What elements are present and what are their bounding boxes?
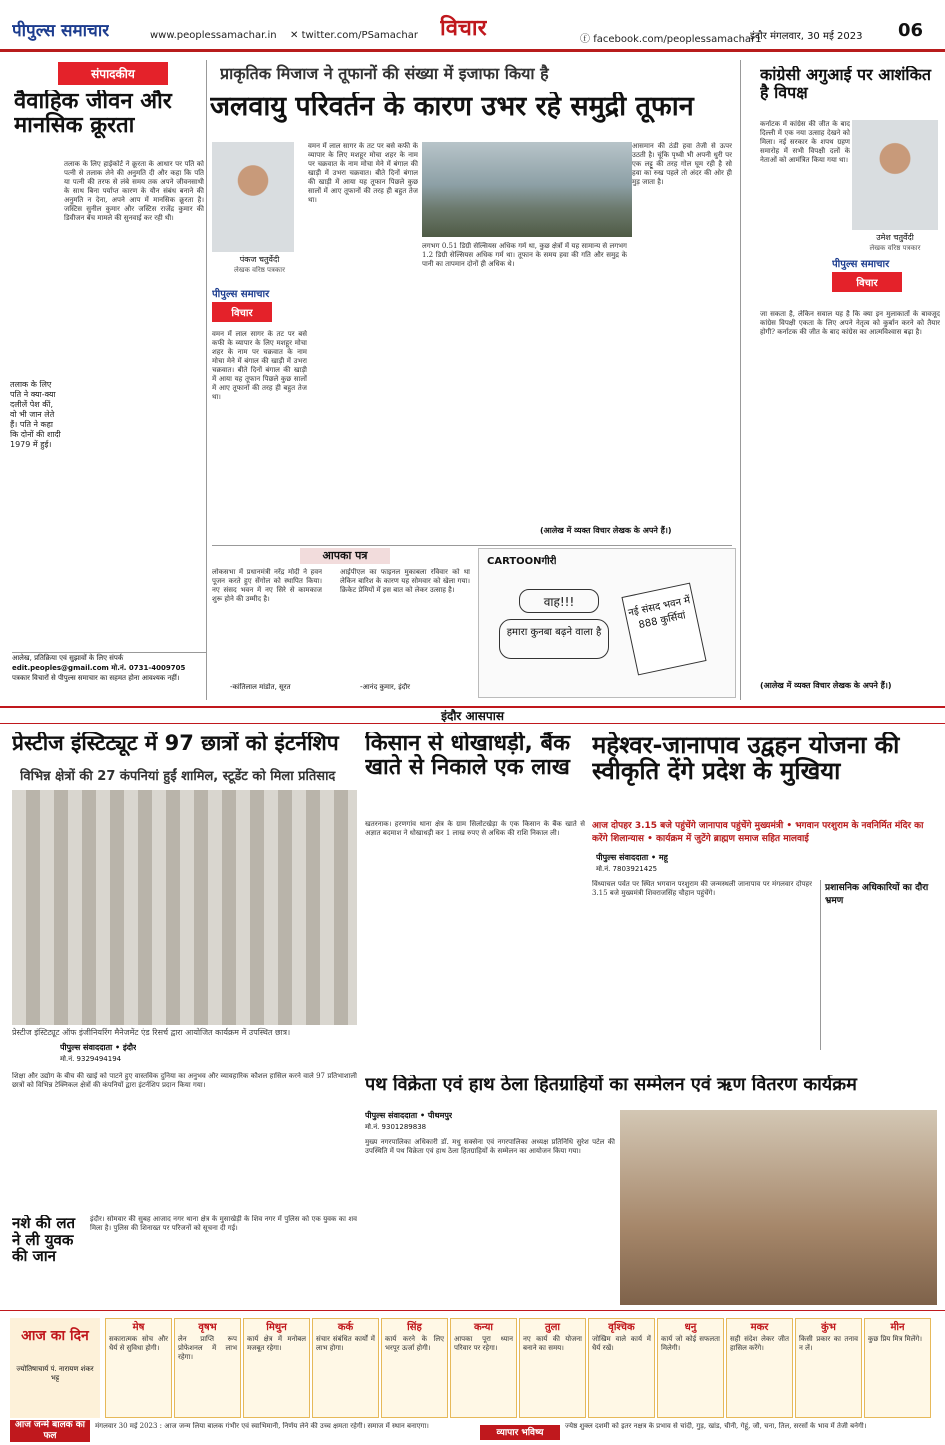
sign-text: आपका पूरा ध्यान परिवार पर रहेगा। <box>454 1335 513 1352</box>
facebook-handle: facebook.com/peoplessamachar1 <box>593 34 762 45</box>
sign-text: लेन प्राप्ति रूप प्रोफेशनल में लाभ रहेगा। <box>178 1335 237 1361</box>
divider <box>206 60 207 700</box>
brief-headline: नशे की लत ने ली युवक की जान <box>12 1215 76 1265</box>
sign-text: नए कार्य की योजना बनाने का समय। <box>523 1335 582 1352</box>
sign-text: किसी प्रकार का तनाव न लें। <box>799 1335 858 1352</box>
twitter-icon: ✕ <box>290 30 302 41</box>
story1-subhead: विभिन्न क्षेत्रों की 27 कंपनियां हुईं शामिल, स्टूडेंट को मिला प्रतिसाद <box>20 769 336 784</box>
author-name: पंकज चतुर्वेदी <box>239 255 280 264</box>
sidebar-footnote: (आलेख में व्यक्त विचार लेखक के अपने हैं।) <box>760 681 892 690</box>
editorial-headline: वैवाहिक जीवन और मानसिक क्रूरता <box>14 90 172 139</box>
story3-byline-city: महू <box>658 853 668 862</box>
story1-body: शिक्षा और उद्योग के बीच की खाई को पाटने हुए वास्तविक दुनिया का अनुभव और व्यावहारिक कौशल हासिल करने वाले 97 प्रतिभाशाली छात्रों को विभिन्न टेक्निकल क्षेत्रों की कंपनियों द्वारा इंटर्नशिप प्रदान किया गया। <box>12 1072 357 1089</box>
story1-byline-city: इंदौर <box>122 1043 137 1052</box>
cyclone-photo <box>422 142 632 237</box>
sidebar-column-tag: विचार <box>832 272 902 292</box>
editorial-label: संपादकीय <box>58 62 168 85</box>
lead-body-col3: लगभग 0.51 डिग्री सेल्सियस अधिक गर्म था, कुछ क्षेत्रों में यह सामान्य से लगभग 1.2 डिग्री सेल्सियस अधिक गर्म था। तूफान के समय हवा की गति और समुद्र के पानी का तापमान दोनों ही अधिक थे। <box>422 242 627 268</box>
story1-byline-name: पीपुल्स संवाददाता <box>60 1043 113 1052</box>
sign-cell <box>243 1318 310 1418</box>
sign-name: मिथुन <box>266 1322 287 1333</box>
story1-mobile: मो.नं. 9329494194 <box>60 1055 122 1063</box>
sign-cell <box>312 1318 379 1418</box>
sign-text: जोखिम वाले कार्य में धैर्य रखें। <box>592 1335 651 1352</box>
sign-cell <box>381 1318 448 1418</box>
sign-name: मीन <box>890 1322 905 1333</box>
story1-caption: प्रेस्टीज इंस्टिट्यूट ऑफ इंजीनियरिंग मैनेजमेंट एंड रिसर्च द्वारा आयोजित कार्यक्रम में उपस्थित छात्र। <box>12 1028 291 1037</box>
lead-footnote: (आलेख में व्यक्त विचार लेखक के अपने हैं।) <box>540 526 672 535</box>
horoscope-signs <box>105 1318 940 1418</box>
lead-body-col2: वमन में लाल सागर के तट पर बसे कफी के व्यापार के लिए मशहूर मोचा शहर के नाम पर चक्रवात के नाम मोचा मेने में बंगाल की खाड़ी में उभरा चक्रवात। बीते दिनों बंगाल की खाड़ी में आया यह तूफान पिछले कुछ सालों में आए तूफानों की तरह ही बहुत तेज था। <box>308 142 418 204</box>
sidebar-body-2: जा सकता है, लेकिन सवाल यह है कि क्या इन मुलाकातों के बावजूद कांग्रेस विपक्षी एकता के लिए अपने नेतृत्व को कुर्बान करने को तैयार होगी? कर्नाटक की जीत के बाद कांग्रेस का आत्मविश्वास बढ़ा है। <box>760 310 940 336</box>
feedback-contact: edit.peoples@gmail.com मो.नं. 0731-4009705 <box>12 664 186 672</box>
story4-body: मुख्य नगरपालिका अधिकारी डॉ. मधु सक्सेना एवं नगरपालिका अध्यक्ष प्रतिनिधि सुरेश पटेल की उपस्थिति में पथ विक्रेता एवं हाथ ठेला हितग्राहियों के सम्मेलन का आयोजन किया गया। <box>365 1138 615 1155</box>
sign-cell <box>864 1318 931 1418</box>
sign-name: कन्या <box>473 1322 494 1333</box>
sign-text: कार्य जो कोई सफलता मिलेगी। <box>661 1335 720 1352</box>
divider <box>0 1310 945 1311</box>
dateline: इंदौर मंगलवार, 30 मई 2023 <box>750 31 863 42</box>
lead-body-col4: आसमान की ठंडी हवा तेजी से ऊपर उठती है। चूंकि पृथ्वी भी अपनी धुरी पर एक लट्टू की तरह गोल घूम रही है सो हवा का रुख पहले तो अंदर की ओर ही मुड़ जाता है। <box>632 142 732 186</box>
brief-body: इंदौर। सोमवार की सुबह आजाद नगर थाना क्षेत्र के मुसाखेड़ी के शिव नगर में पुलिस को एक युवक का शव मिला है। पुलिस की शिनाख्त पर परिजनों को सूचना दी गई। <box>90 1215 357 1232</box>
feedback-label: आलेख, प्रतिक्रिया एवं सुझावों के लिए संपर्क <box>12 654 124 662</box>
sign-cell <box>105 1318 172 1418</box>
sign-name: कुंभ <box>821 1322 836 1333</box>
story3-mobile: मो.नं. 7803921425 <box>596 865 658 873</box>
section-title: विचार <box>440 16 487 41</box>
birth-label: आज जन्मे बालक का फल <box>10 1420 90 1442</box>
sign-cell <box>657 1318 724 1418</box>
letter-2-author: -आनंद कुमार, इंदौर <box>360 683 411 691</box>
cartoon-board: नई संसद भवन में 888 कुर्सियां <box>621 583 706 676</box>
sign-cell <box>726 1318 793 1418</box>
sign-cell <box>519 1318 586 1418</box>
lead-body-col1: वमन में लाल सागर के तट पर बसे कफी के व्यापार के लिए मशहूर मोचा शहर के नाम पर चक्रवात के नाम मोचा मेने में बंगाल की खाड़ी में उभरा चक्रवात। बीते दिनों बंगाल की खाड़ी में आया यह तूफान पिछले कुछ सालों में आए तूफानों की तरह ही बहुत तेज था। <box>212 330 307 401</box>
author-role: लेखक वरिष्ठ पत्रकार <box>234 266 285 274</box>
editorial-body: तलाक के लिए हाईकोर्ट ने क्रूरता के आधार पर पति को पत्नी से तलाक लेने की अनुमति दी और कहा कि पति या पत्नी की तरफ से लंबे समय तक अपने जीवनसाथी के साथ बिना पर्याप्त कारण के यौन संबंध बनाने की अनुमति न देना, अपने आप में मानसिक क्रूरता है। जस्टिस सुनील कुमार और जस्टिस राजेंद्र कुमार की डिवीजन बेंच मामले की सुनवाई कर रही थी। <box>64 160 204 222</box>
cartoon-title: CARTOONगीरी <box>487 556 557 567</box>
bubble-text: हमारा कुनबा बढ़ने वाला है <box>499 619 609 659</box>
sign-cell <box>588 1318 655 1418</box>
story4-mobile: मो.नं. 9301289838 <box>365 1123 427 1131</box>
sidebar-column-logo: पीपुल्स समाचार <box>832 259 890 270</box>
sign-text: कुछ प्रिय मित्र मिलेंगे। <box>868 1335 923 1343</box>
story3-byline-name: पीपुल्स संवाददाता <box>596 853 649 862</box>
cartoon-panel <box>478 548 736 698</box>
sign-text: कार्य क्षेत्र में मनोबल मजबूत रहेगा। <box>247 1335 306 1352</box>
horoscope-title: आज का दिन <box>21 1328 89 1344</box>
story3-deck: आज दोपहर 3.15 बजे पहुंचेंगे जानापाव पहुंचेंगे मुख्यमंत्री • भगवान परशुराम के नवनिर्मित मंदिर का करेंगे शिलान्यास • कार्यक्रम में जुटेंगे ब्राह्मण समाज सहित मालवाई <box>592 821 924 844</box>
sign-name: तुला <box>544 1322 561 1333</box>
story2-headline: किसान से धोखाधड़ी, बैंक खाते से निकाले एक लाख <box>365 732 570 781</box>
story2-body: खतरनाक। हरणगांव थाना क्षेत्र के ग्राम सिलोटखेड़ा के एक किसान के बैंक खाते से अज्ञात बदमाश ने धोखाधड़ी कर 1 लाख रुपए से अधिक की राशि निकाल ली। <box>365 820 585 837</box>
horoscope-sidebar <box>10 1318 100 1418</box>
sidebar-headline: कांग्रेसी अगुआई पर आशंकित है विपक्ष <box>760 66 931 102</box>
story4-byline-city: पीथमपुर <box>427 1111 453 1120</box>
column-tag: विचार <box>212 302 272 322</box>
city-band: इंदौर आसपास <box>0 706 945 724</box>
sign-text: कार्य करने के लिए भरपूर ऊर्जा होगी। <box>385 1335 444 1352</box>
sign-name: कर्क <box>337 1322 354 1333</box>
divider <box>740 60 741 700</box>
story3-headline: महेश्वर-जानापाव उद्वहन योजना की स्वीकृति देंगे प्रदेश के मुखिया <box>592 732 900 786</box>
feedback-note: पत्रकार विचारों से पीपुल्स समाचार का सहमत होना आवश्यक नहीं। <box>12 674 180 682</box>
sidebar-body: कर्नाटक में कांग्रेस की जीत के बाद दिल्ली में एक नया उत्साह देखने को मिला। नई सरकार के शपथ ग्रहण समारोह में सभी विपक्षी दलों के नेताओं को आमंत्रित किया गया था। <box>760 120 850 164</box>
sign-text: सकारात्मक सोच और धैर्य से सुविधा होगी। <box>109 1335 168 1352</box>
page-number: 06 <box>898 20 924 41</box>
sidebar-author-role: लेखक वरिष्ठ पत्रकार <box>869 244 921 252</box>
story4-photo <box>620 1110 937 1305</box>
letter-1-author: -कांतिलाल मांडोत, सूरत <box>230 683 291 691</box>
story3-body: विंध्याचल पर्वत पर स्थित भगवान परशुराम की जन्मस्थली जानापाव पर मंगलवार दोपहर 3.15 बजे मुख्यमंत्री शिवराजसिंह चौहान पहुंचेंगे। <box>592 880 812 897</box>
admin-box <box>820 880 935 1050</box>
editorial-pullquote: तलाक के लिए पति ने क्या-क्या दलीलें पेश कीं, वो भी जान लेते हैं। पति ने कहा कि दोनों की शादी 1979 में हुई। <box>10 380 61 449</box>
sign-name: वृश्चिक <box>608 1322 635 1333</box>
story4-byline-name: पीपुल्स संवाददाता <box>365 1111 418 1120</box>
sidebar-author-name: उमेश चतुर्वेदी <box>876 233 914 242</box>
sign-name: मेष <box>132 1322 145 1333</box>
sign-cell <box>174 1318 241 1418</box>
sign-name: मकर <box>750 1322 769 1333</box>
lead-kicker: प्राकृतिक मिजाज ने तूफानों की संख्या में इजाफा किया है <box>220 64 549 83</box>
market-label: व्यापार भविष्य <box>480 1425 560 1440</box>
story4-byline: पीपुल्स संवाददाता • पीथमपुर <box>365 1111 453 1120</box>
lead-headline: जलवायु परिवर्तन के कारण उभर रहे समुद्री तूफान <box>210 92 694 122</box>
story3-byline: पीपुल्स संवाददाता • महू <box>596 853 668 862</box>
market-text: ज्येष्ठ शुक्ल दशमी को इतर नक्षत्र के प्रभाव से चांदी, गुड़, खांड, चीनी, गेहूं, जौ, चना, तिल, सरसों के भाव में तेजी बनेगी। <box>565 1422 867 1430</box>
story1-photo <box>12 790 357 1025</box>
sidebar-author-photo <box>852 120 938 230</box>
sign-name: सिंह <box>407 1322 422 1333</box>
masthead-logo: पीपुल्स समाचार <box>12 21 110 41</box>
feedback-box <box>12 652 207 692</box>
facebook-link[interactable] <box>580 30 762 45</box>
sign-text: संचार संबंधित कार्यों में लाभ होगा। <box>316 1335 375 1352</box>
sign-text: सही संदेश लेकर जीत हासिल करेंगे। <box>730 1335 789 1352</box>
story4-headline: पथ विक्रेता एवं हाथ ठेला हितग्राहियों का सम्मेलन एवं ऋण वितरण कार्यक्रम <box>365 1075 857 1095</box>
column-logo: पीपुल्स समाचार <box>212 289 270 300</box>
masthead <box>0 0 945 52</box>
story1-byline: पीपुल्स संवाददाता • इंदौर <box>60 1043 137 1052</box>
sign-name: धनु <box>684 1322 697 1333</box>
twitter-handle: twitter.com/PSamachar <box>301 30 418 41</box>
sign-cell <box>795 1318 862 1418</box>
website-link[interactable]: www.peoplessamachar.in <box>150 30 277 41</box>
letter-1: लोकसभा में प्रधानमंत्री नरेंद्र मोदी ने हवन पूजन करते हुए सेंगोल को स्थापित किया। नए संसद भवन में नए सिरे से कामकाज शुरू होने की उम्मीद है। <box>212 568 322 603</box>
divider <box>212 545 732 546</box>
author-photo <box>212 142 294 252</box>
story1-headline: प्रेस्टीज इंस्टिट्यूट में 97 छात्रों को इंटर्नशिप <box>12 732 339 755</box>
bubble-wah: वाह!!! <box>519 589 599 613</box>
letter-2: आईपीएल का फाइनल मुकाबला रविवार को था लेकिन बारिश के कारण यह सोमवार को खेला गया। क्रिकेट प्रेमियों में इस बात को लेकर उत्साह है। <box>340 568 470 594</box>
twitter-link[interactable] <box>290 30 418 41</box>
sign-name: वृषभ <box>198 1322 217 1333</box>
horoscope-sidebar-text: ज्योतिषाचार्य पं. नारायण शंकर भट्ट <box>16 1365 94 1382</box>
sign-cell <box>450 1318 517 1418</box>
admin-box-title: प्रशासनिक अधिकारियों का दौरा भ्रमण <box>825 883 929 906</box>
birth-text: मंगलवार 30 मई 2023 : आज जन्म लिया बालक गंभीर एवं स्वाभिमानी, निर्णय लेने की उच्च क्षमता रहेगी। समाज में स्थान बनाएगा। <box>95 1422 429 1430</box>
facebook-icon: ⓕ <box>580 34 594 45</box>
letters-title: आपका पत्र <box>300 548 390 564</box>
